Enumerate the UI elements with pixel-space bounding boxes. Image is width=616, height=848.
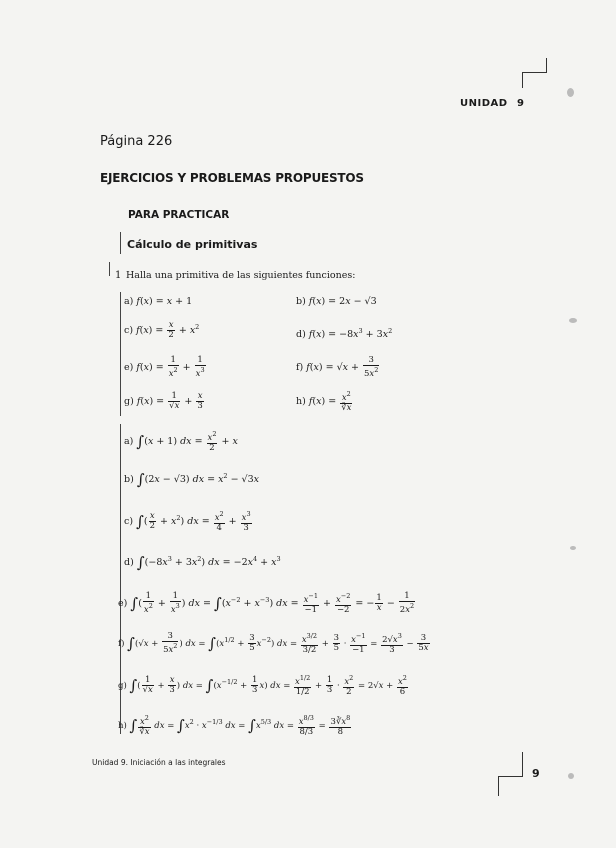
corner-line	[522, 752, 523, 776]
item-e: e) f(x) = $\frac{1}{x^2}$ + $\frac{1}{x^3}$	[124, 355, 205, 379]
solution-h: h) ∫ $\frac{x^2}{∛x}$ dx = $\int x^2 \cdot x^{-1/3}$ dx = $\int x^{5/3}$ dx = $\frac{x^{8/3}}{8/3}$ = $\frac{3∛x^8}{8}$	[118, 714, 351, 737]
subsection-title: PARA PRACTICAR	[128, 209, 230, 221]
item-c: c) f(x) = $\frac{x}{2}$ + $x^2$	[124, 320, 200, 340]
unit-label: UNIDAD	[460, 98, 508, 109]
corner-line	[498, 776, 523, 777]
margin-bar	[120, 292, 121, 416]
scan-speck	[569, 318, 577, 323]
section-title: EJERCICIOS Y PROBLEMAS PROPUESTOS	[100, 171, 364, 185]
margin-bar	[120, 232, 121, 254]
item-f: f) f(x) = √x + $\frac{3}{5x^2}$	[296, 355, 379, 379]
scan-speck	[567, 88, 574, 97]
solution-e: e) ∫( $\frac{1}{x^2}$ + $\frac{1}{x^3}$ ) dx = $\int(x^{-2} + x^{-3})$ dx = $\frac{x^{-1}}{-1}$ + $\frac{x^{-2}}{-2}$ = − $\frac{1}{x}$ − $\frac{1}{2x^2}$	[118, 591, 415, 615]
topic-title: Cálculo de primitivas	[127, 238, 258, 251]
corner-line	[498, 776, 499, 796]
footer-text: Unidad 9. Iniciación a las integrales	[92, 758, 226, 767]
scan-speck	[568, 773, 574, 779]
solution-b: b) ∫(2x − √3) dx = $x^2 - √3x$	[124, 470, 260, 489]
exercise-number: 1	[115, 270, 122, 281]
solution-d: d) $\int(-8x^3 + 3x^2)$ dx = $-2x^4 + x^3$	[124, 553, 281, 572]
unit-number: 9	[517, 98, 524, 109]
margin-bar	[109, 262, 110, 276]
item-b: b) f(x) = 2x − √3	[296, 296, 377, 307]
solution-c: c) ∫( $\frac{x}{2}$ + $x^2$) dx = $\frac{x^2}{4}$ + $\frac{x^3}{3}$	[124, 510, 251, 533]
item-a: a) f(x) = x + 1	[124, 296, 193, 307]
item-d: d) $f(x) = -8x^3 + 3x^2$	[296, 327, 393, 341]
item-g: g) f(x) = $\frac{1}{√x}$ + $\frac{x}{3}$	[124, 391, 203, 411]
corner-line	[522, 72, 523, 88]
corner-line	[546, 58, 547, 72]
exercise-instruction: Halla una primitiva de las siguientes funciones:	[126, 270, 356, 281]
solution-a: a) ∫(x + 1) dx = $\frac{x^2}{2}$ + x	[124, 430, 238, 453]
page-title: Página 226	[100, 134, 173, 149]
solution-f: f) ∫(√x + $\frac{3}{5x^2}$ ) dx = $\int(x^{1/2}$ + $\frac{3}{5}$ $x^{-2}$) dx = $\frac{x^{3/2}}{3/2}$ + $\frac{3}{5}$ · $\frac{x^{-1}}{-1}$ = $\frac{2√x^3}{3}$ − $\frac{3}{5x}$	[118, 631, 429, 655]
footer-page-number: 9	[532, 767, 540, 780]
corner-line	[522, 72, 547, 73]
item-h: h) f(x) = $\frac{x^2}{∛x}$	[296, 390, 352, 413]
solution-g: g) ∫( $\frac{1}{√x}$ + $\frac{x}{3}$ ) dx = $\int(x^{-1/2}$ + $\frac{1}{3}$ x) dx = $\frac{x^{1/2}}{1/2}$ + $\frac{1}{3}$ · $\frac{x^2}{2}$ = 2√x + $\frac{x^2}{6}$	[118, 674, 407, 697]
scan-speck	[570, 546, 576, 550]
